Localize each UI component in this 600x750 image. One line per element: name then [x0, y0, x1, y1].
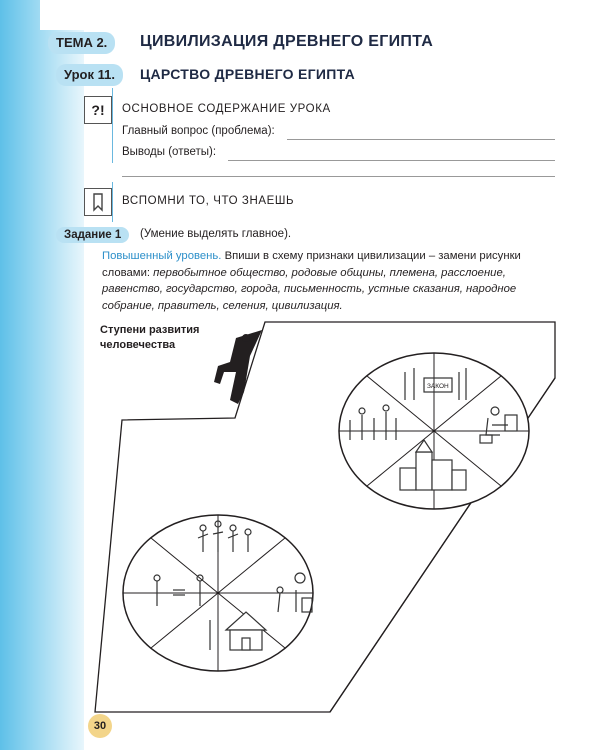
- conclusions-label: Выводы (ответы):: [122, 146, 217, 158]
- topic-title: ЦИВИЛИЗАЦИЯ ДРЕВНЕГО ЕГИПТА: [140, 33, 434, 50]
- task-note: (Умение выделять главное).: [140, 228, 292, 240]
- main-content-heading: ОСНОВНОЕ СОДЕРЖАНИЕ УРОКА: [122, 103, 331, 115]
- lesson-title: ЦАРСТВО ДРЕВНЕГО ЕГИПТА: [140, 66, 355, 82]
- page-number: 30: [88, 714, 112, 738]
- question-label: Главный вопрос (проблема):: [122, 125, 275, 137]
- instruction-text: Впиши в схему признаки цивилизации – замени рисунки словами:: [102, 250, 521, 279]
- caption-line-2: человечества: [100, 339, 176, 351]
- law-sign-text: ЗАКОН: [427, 383, 449, 390]
- task-label: Задание 1: [56, 227, 129, 243]
- level-text: Повышенный уровень.: [102, 250, 222, 262]
- civilization-oval: [339, 353, 529, 509]
- question-exclaim-icon: ?!: [84, 96, 112, 124]
- lesson-label: Урок 11.: [56, 64, 123, 86]
- word-list: первобытное общество, родовые общины, племена, расслоение, равенство, государство, города, письменность, устные сказания, народное собрание, правитель, селения, цивилизация.: [102, 266, 517, 312]
- recall-heading: ВСПОМНИ ТО, ЧТО ЗНАЕШЬ: [122, 195, 295, 207]
- caption-line-1: Ступени развития: [100, 324, 200, 336]
- primitive-society-oval: [123, 515, 313, 671]
- topic-label: ТЕМА 2.: [48, 32, 115, 54]
